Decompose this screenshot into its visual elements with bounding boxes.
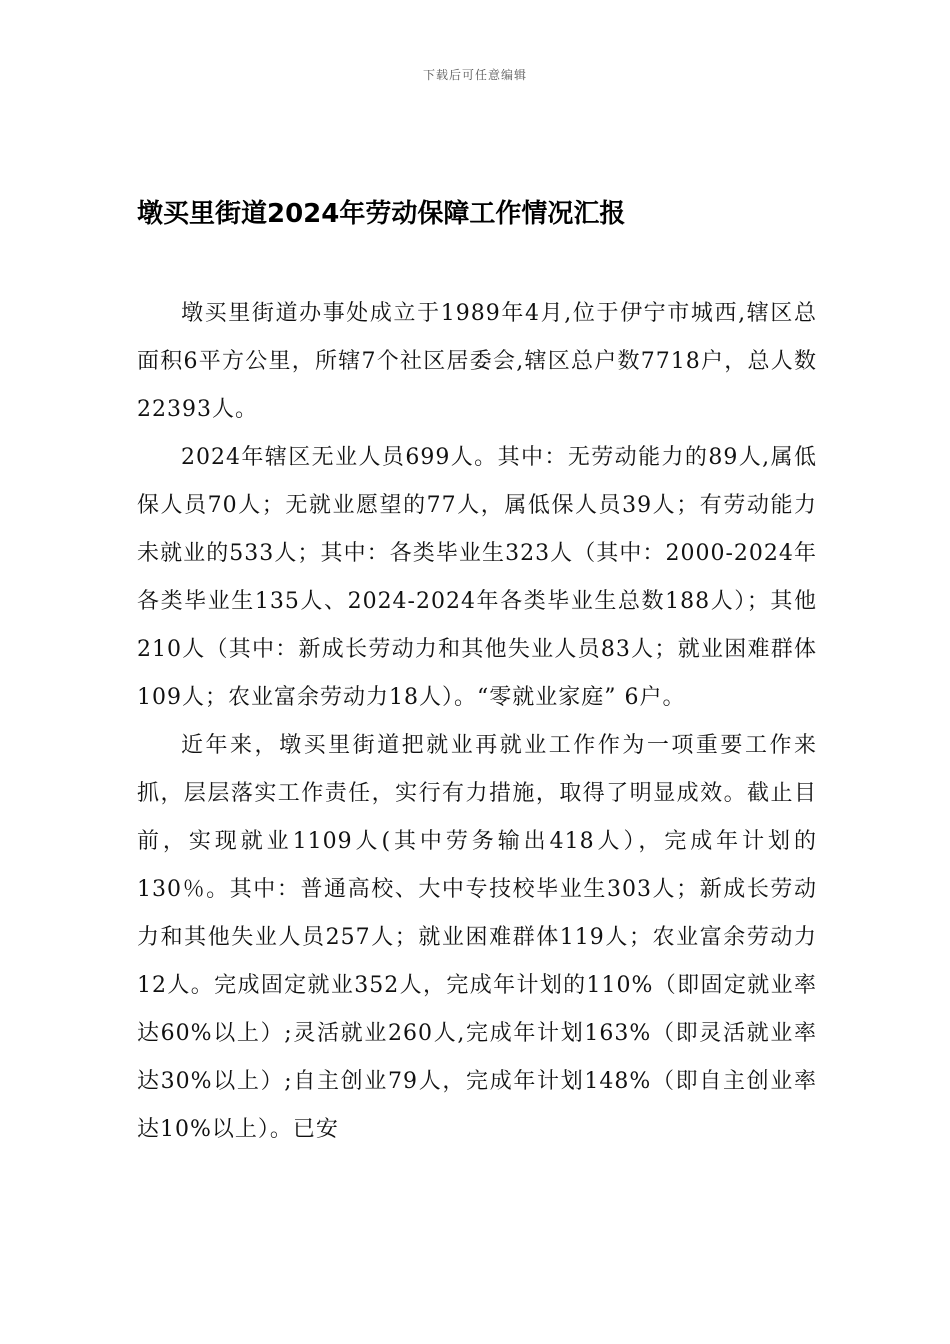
header-note: 下载后可任意编辑 xyxy=(422,68,527,82)
document-body xyxy=(137,290,817,1154)
paragraph-unemployed-stats: 2024年辖区无业人员699人。其中：无劳动能力的89人,属低保人员70人；无就业愿望的77人，属低保人员39人；有劳动能力未就业的533人；其中：各类毕业生323人（其中：2000-2024年各类毕业生135人、2024-2024年各类毕业生总数188人）；其他210人（其中：新成长劳动力和其他失业人员83人；就业困难群体109人；农业富余劳动力18人）。“零就业家庭” 6户。 xyxy=(137,445,817,710)
document-title: 墩买里街道2024年劳动保障工作情况汇报 xyxy=(137,199,626,229)
paragraph-overview: 墩买里街道办事处成立于1989年4月,位于伊宁市城西,辖区总面积6平方公里，所辖7个社区居委会,辖区总户数7718户，总人数22393人。 xyxy=(137,301,817,422)
paragraph-employment-results: 近年来，墩买里街道把就业再就业工作作为一项重要工作来抓，层层落实工作责任，实行有力措施，取得了明显成效。截止目前，实现就业1109人(其中劳务输出418人），完成年计划的130％。其中：普通高校、大中专技校毕业生303人；新成长劳动力和其他失业人员257人；就业困难群体119人；农业富余劳动力12人。完成固定就业352人，完成年计划的110%（即固定就业率达60%以上）;灵活就业260人,完成年计划163%（即灵活就业率达30%以上）;自主创业79人，完成年计划148%（即自主创业率达10%以上）。已安 xyxy=(137,733,817,1142)
